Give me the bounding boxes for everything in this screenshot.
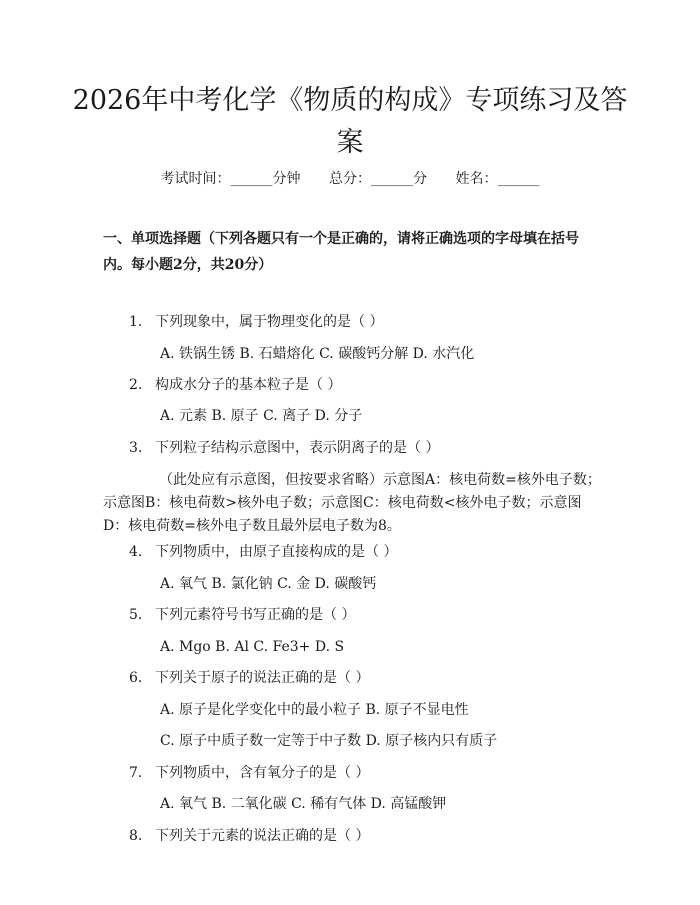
question-4 (103, 541, 397, 563)
question-6-options-line-2: C. 原子中质子数一定等于中子数 D. 原子核内只有质子 (160, 733, 498, 749)
question-6 (103, 667, 369, 689)
question-6-options-line-1: A. 原子是化学变化中的最小粒子 B. 原子不显电性 (160, 702, 469, 718)
question-number: 5. (129, 607, 143, 623)
question-2 (103, 374, 341, 396)
question-text: 下列粒子结构示意图中，表示阴离子的是（ ） (155, 440, 440, 456)
question-1-options: A. 铁锅生锈 B. 石蜡熔化 C. 碳酸钙分解 D. 水汽化 (160, 346, 475, 362)
exam-time: 考试时间：______分钟 (160, 171, 301, 187)
exam-info (0, 168, 700, 190)
total-score: 总分：______分 (329, 171, 427, 187)
question-2-options: A. 元素 B. 原子 C. 离子 D. 分子 (160, 408, 363, 424)
question-text: 下列物质中，由原子直接构成的是（ ） (155, 544, 398, 560)
question-4-options: A. 氧气 B. 氯化钠 C. 金 D. 碳酸钙 (160, 576, 377, 592)
question-3 (103, 437, 439, 459)
question-text: 下列物质中，含有氧分子的是（ ） (155, 765, 370, 781)
question-text: 下列关于原子的说法正确的是（ ） (155, 670, 370, 686)
question-8 (103, 825, 369, 847)
question-number: 8. (129, 828, 143, 844)
question-number: 2. (129, 377, 143, 393)
question-3-note: （此处应有示意图，但按要求省略）示意图A：核电荷数=核外电子数；示意图B：核电荷数>核外电子数；示意图C：核电荷数<核外电子数；示意图D：核电荷数=核外电子数且最外层电子数为8。 (103, 472, 601, 534)
question-7 (103, 762, 369, 784)
question-text: 下列关于元素的说法正确的是（ ） (155, 828, 370, 844)
question-number: 3. (129, 440, 143, 456)
question-text: 下列元素符号书写正确的是（ ） (155, 607, 356, 623)
question-text: 构成水分子的基本粒子是（ ） (155, 377, 342, 393)
question-number: 1. (129, 314, 143, 330)
question-5-options: A. Mgo B. Al C. Fe3+ D. S (160, 639, 345, 655)
question-7-options: A. 氧气 B. 二氧化碳 C. 稀有气体 D. 高锰酸钾 (160, 796, 447, 812)
question-number: 4. (129, 544, 143, 560)
question-text: 下列现象中，属于物理变化的是（ ） (155, 314, 384, 330)
question-number: 6. (129, 670, 143, 686)
section-heading: 一、单项选择题（下列各题只有一个是正确的，请将正确选项的字母填在括号内。每小题2分，共20分） (103, 231, 579, 273)
question-1 (103, 311, 383, 333)
student-name: 姓名：______ (455, 171, 540, 187)
page-title: 2026年中考化学《物质的构成》专项练习及答案 (72, 85, 628, 158)
question-5 (103, 604, 355, 626)
question-number: 7. (129, 765, 143, 781)
